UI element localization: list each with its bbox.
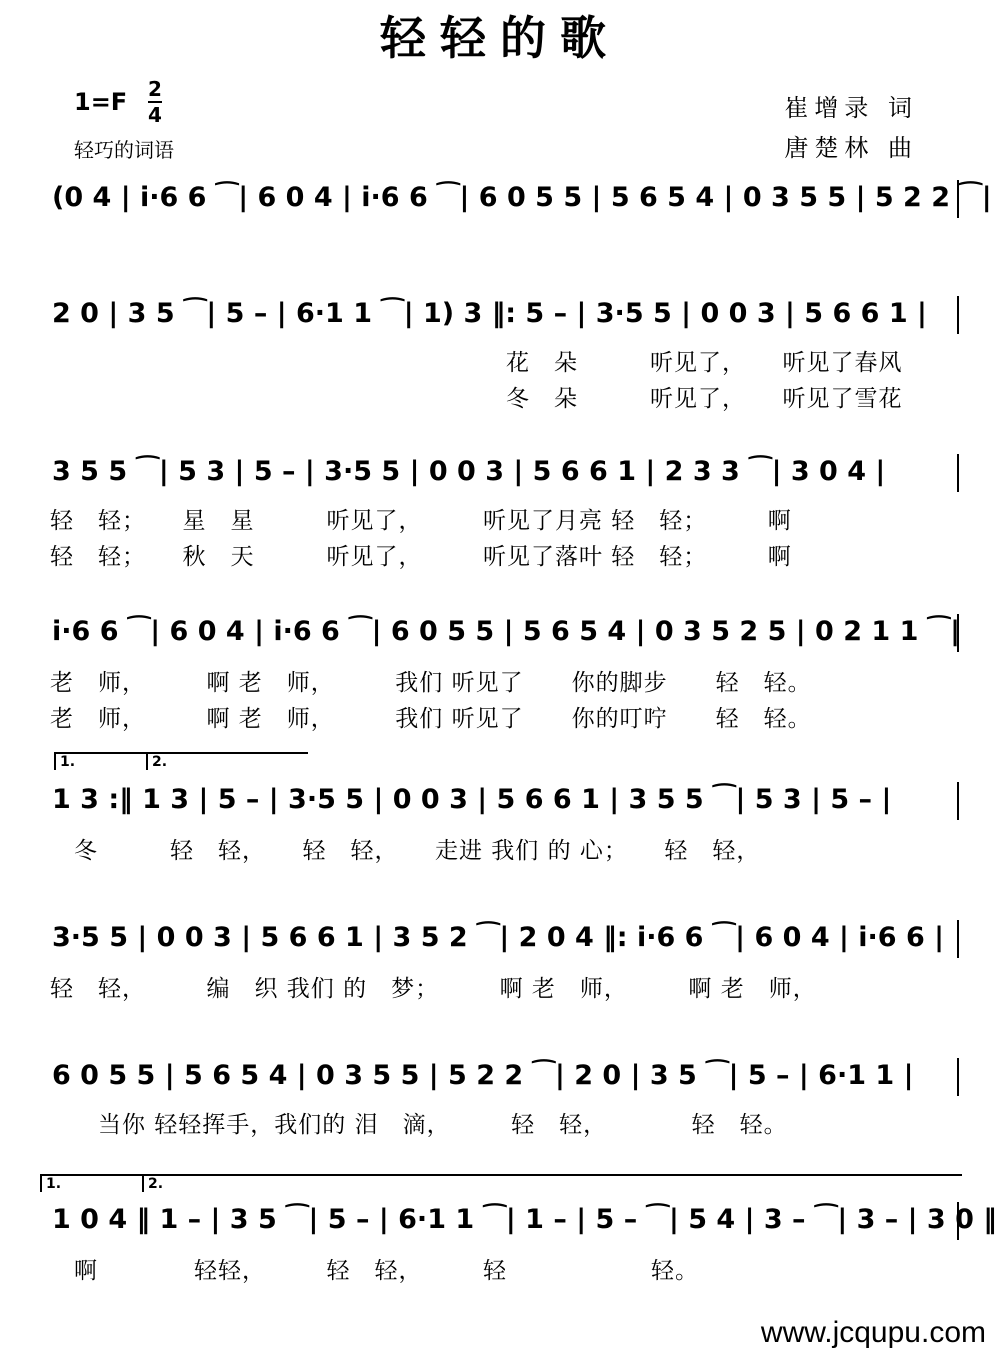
volta-label-3: 1.: [46, 1176, 62, 1192]
score-line-6: [48, 916, 963, 970]
volta-bracket-4: [142, 1174, 962, 1192]
lyric-7-verse-1: 当你 轻轻挥手，我们的 泪 滴， 轻 轻， 轻 轻。: [50, 1112, 788, 1138]
score-line-8: [48, 1198, 997, 1252]
volta-bracket-2: [146, 752, 308, 770]
lyric-4-verse-1: 老 师， 啊 老 师， 我们 听见了 你的脚步 轻 轻。: [50, 670, 812, 696]
lyric-4-verse-2: 老 师， 啊 老 师， 我们 听见了 你的叮咛 轻 轻。: [50, 706, 812, 732]
lyric-2-verse-2: 冬 朵 听见了， 听见了雪花: [50, 386, 903, 412]
lyricist-credit: 崔增录 词: [784, 94, 918, 122]
lyric-3-verse-2: 轻 轻； 秋 天 听见了， 听见了落叶 轻 轻； 啊: [50, 544, 792, 570]
notes-line-4: i·6 6 ⁀| 6 0 4 | i·6 6 ⁀| 6 0 5 5 | 5 6 5 4 | 0 3 5 2 5 | 0 2 1 1 ⁀|: [52, 616, 961, 647]
score-line-4: [48, 610, 963, 664]
song-title: 轻轻的歌: [380, 11, 620, 65]
website-watermark: www.jcqupu.com: [760, 1316, 986, 1349]
meter-top: 2: [148, 77, 162, 101]
notes-line-6: 3·5 5 | 0 0 3 | 5 6 6 1 | 3 5 2 ⁀| 2 0 4 ‖: i·6 6 ⁀| 6 0 4 | i·6 6 |: [52, 922, 945, 953]
notes-line-8: 1 0 4 ‖ 1 – | 3 5 ⁀| 5 – | 6·1 1 ⁀| 1 – | 5 – ⁀| 5 4 | 3 – ⁀| 3 – | 3 0 ‖: [52, 1204, 997, 1235]
meter-bottom: 4: [148, 103, 162, 127]
composer-credit: 唐楚林 曲: [784, 134, 918, 162]
volta-label-1: 1.: [60, 754, 76, 770]
score-line-7: [48, 1054, 963, 1108]
notes-line-2: 2 0 | 3 5 ⁀| 5 – | 6·1 1 ⁀| 1) 3 ‖: 5 – | 3·5 5 | 0 0 3 | 5 6 6 1 |: [52, 298, 927, 329]
notes-line-3: 3 5 5 ⁀| 5 3 | 5 – | 3·5 5 | 0 0 3 | 5 6 6 1 | 2 3 3 ⁀| 3 0 4 |: [52, 456, 886, 487]
key-signature: 1=F: [74, 88, 128, 116]
lyric-3-verse-1: 轻 轻； 星 星 听见了， 听见了月亮 轻 轻； 啊: [50, 508, 792, 534]
lyric-5-verse-1: 冬 轻 轻， 轻 轻， 走进 我们 的 心； 轻 轻，: [50, 838, 761, 864]
score-line-1: [48, 176, 992, 230]
score-line-3: [48, 450, 963, 504]
volta-label-2: 2.: [152, 754, 168, 770]
notes-line-1: (0 4 | i·6 6 ⁀| 6 0 4 | i·6 6 ⁀| 6 0 5 5 | 5 6 5 4 | 0 3 5 5 | 5 2 2 ⁀|: [52, 182, 992, 213]
volta-bracket-1: [54, 752, 146, 770]
lyric-2-verse-1: 花 朵 听见了， 听见了春风: [50, 350, 903, 376]
tempo-marking: 轻巧的词语: [74, 138, 174, 162]
volta-label-4: 2.: [148, 1176, 164, 1192]
notes-line-7: 6 0 5 5 | 5 6 5 4 | 0 3 5 5 | 5 2 2 ⁀| 2 0 | 3 5 ⁀| 5 – | 6·1 1 |: [52, 1060, 914, 1091]
score-line-2: [48, 292, 963, 346]
score-line-5: [48, 778, 963, 832]
lyric-6-verse-1: 轻 轻， 编 织 我们 的 梦； 啊 老 师， 啊 老 师，: [50, 976, 817, 1002]
volta-bracket-3: [40, 1174, 142, 1192]
lyric-8-verse-1: 啊 轻轻， 轻 轻， 轻 轻。: [50, 1258, 699, 1284]
time-signature: [148, 78, 162, 126]
notes-line-5: 1 3 :‖ 1 3 | 5 – | 3·5 5 | 0 0 3 | 5 6 6 1 | 3 5 5 ⁀| 5 3 | 5 – |: [52, 784, 892, 815]
